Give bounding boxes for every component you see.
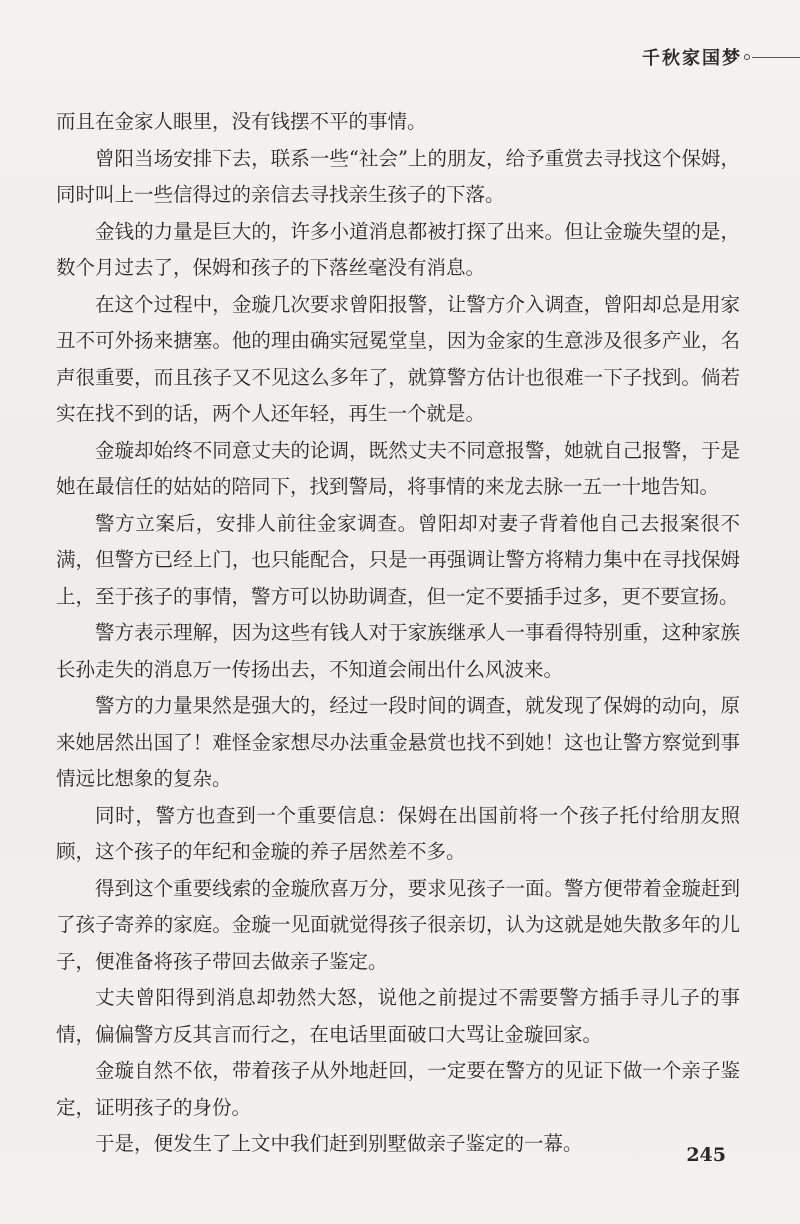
book-title: 千秋家国梦 xyxy=(642,48,742,69)
paragraph-2: 曾阳当场安排下去，联系一些“社会”上的朋友，给予重赏去寻找这个保姆，同时叫上一些信得过的亲信去寻找亲生孩子的下落。 xyxy=(56,146,740,206)
body-text xyxy=(56,104,740,1163)
paragraph-1: 而且在金家人眼里，没有钱摆不平的事情。 xyxy=(56,110,427,133)
paragraph-5: 金璇却始终不同意丈夫的论调，既然丈夫不同意报警，她就自己报警，于是她在最信任的姑姑的陪同下，找到警局，将事情的来龙去脉一五一十地告知。 xyxy=(56,438,740,498)
running-header xyxy=(500,44,800,74)
paragraph-6: 警方立案后，安排人前往金家调查。曾阳却对妻子背着他自己去报案很不满，但警方已经上门，也只能配合，只是一再强调让警方将精力集中在寻找保姆上，至于孩子的事情，警方可以协助调查，但一定不要插手过多，更不要宣扬。 xyxy=(56,511,740,608)
paragraph-13: 于是，便发生了上文中我们赶到别墅做亲子鉴定的一幕。 xyxy=(95,1132,583,1155)
header-rule xyxy=(752,57,800,58)
paragraph-3: 金钱的力量是巨大的，许多小道消息都被打探了出来。但让金璇失望的是，数个月过去了，保姆和孩子的下落丝毫没有消息。 xyxy=(56,219,740,279)
paragraph-4: 在这个过程中，金璇几次要求曾阳报警，让警方介入调查，曾阳却总是用家丑不可外扬来搪塞。他的理由确实冠冕堂皇，因为金家的生意涉及很多产业，名声很重要，而且孩子又不见这么多年了，就算警方估计也很难一下子找到。倘若实在找不到的话，两个人还年轻，再生一个就是。 xyxy=(56,292,740,425)
paragraph-8: 警方的力量果然是强大的，经过一段时间的调查，就发现了保姆的动向，原来她居然出国了！难怪金家想尽办法重金悬赏也找不到她！这也让警方察觉到事情远比想象的复杂。 xyxy=(56,694,740,790)
page-number: 245 xyxy=(686,1144,726,1166)
paragraph-11: 丈夫曾阳得到消息却勃然大怒，说他之前提过不需要警方插手寻儿子的事情，偏偏警方反其言而行之，在电话里面破口大骂让金璇回家。 xyxy=(56,986,740,1046)
paragraph-7: 警方表示理解，因为这些有钱人对于家族继承人一事看得特别重，这种家族长孙走失的消息万一传扬出去，不知道会闹出什么风波来。 xyxy=(56,621,740,681)
paragraph-9: 同时，警方也查到一个重要信息：保姆在出国前将一个孩子托付给朋友照顾，这个孩子的年纪和金璇的养子居然差不多。 xyxy=(56,803,740,863)
paragraph-10: 得到这个重要线索的金璇欣喜万分，要求见孩子一面。警方便带着金璇赶到了孩子寄养的家庭。金璇一见面就觉得孩子很亲切，认为这就是她失散多年的儿子，便准备将孩子带回去做亲子鉴定。 xyxy=(56,876,740,973)
circle-ornament-icon xyxy=(744,54,750,60)
paragraph-12: 金璇自然不依，带着孩子从外地赶回，一定要在警方的见证下做一个亲子鉴定，证明孩子的身份。 xyxy=(56,1059,740,1119)
